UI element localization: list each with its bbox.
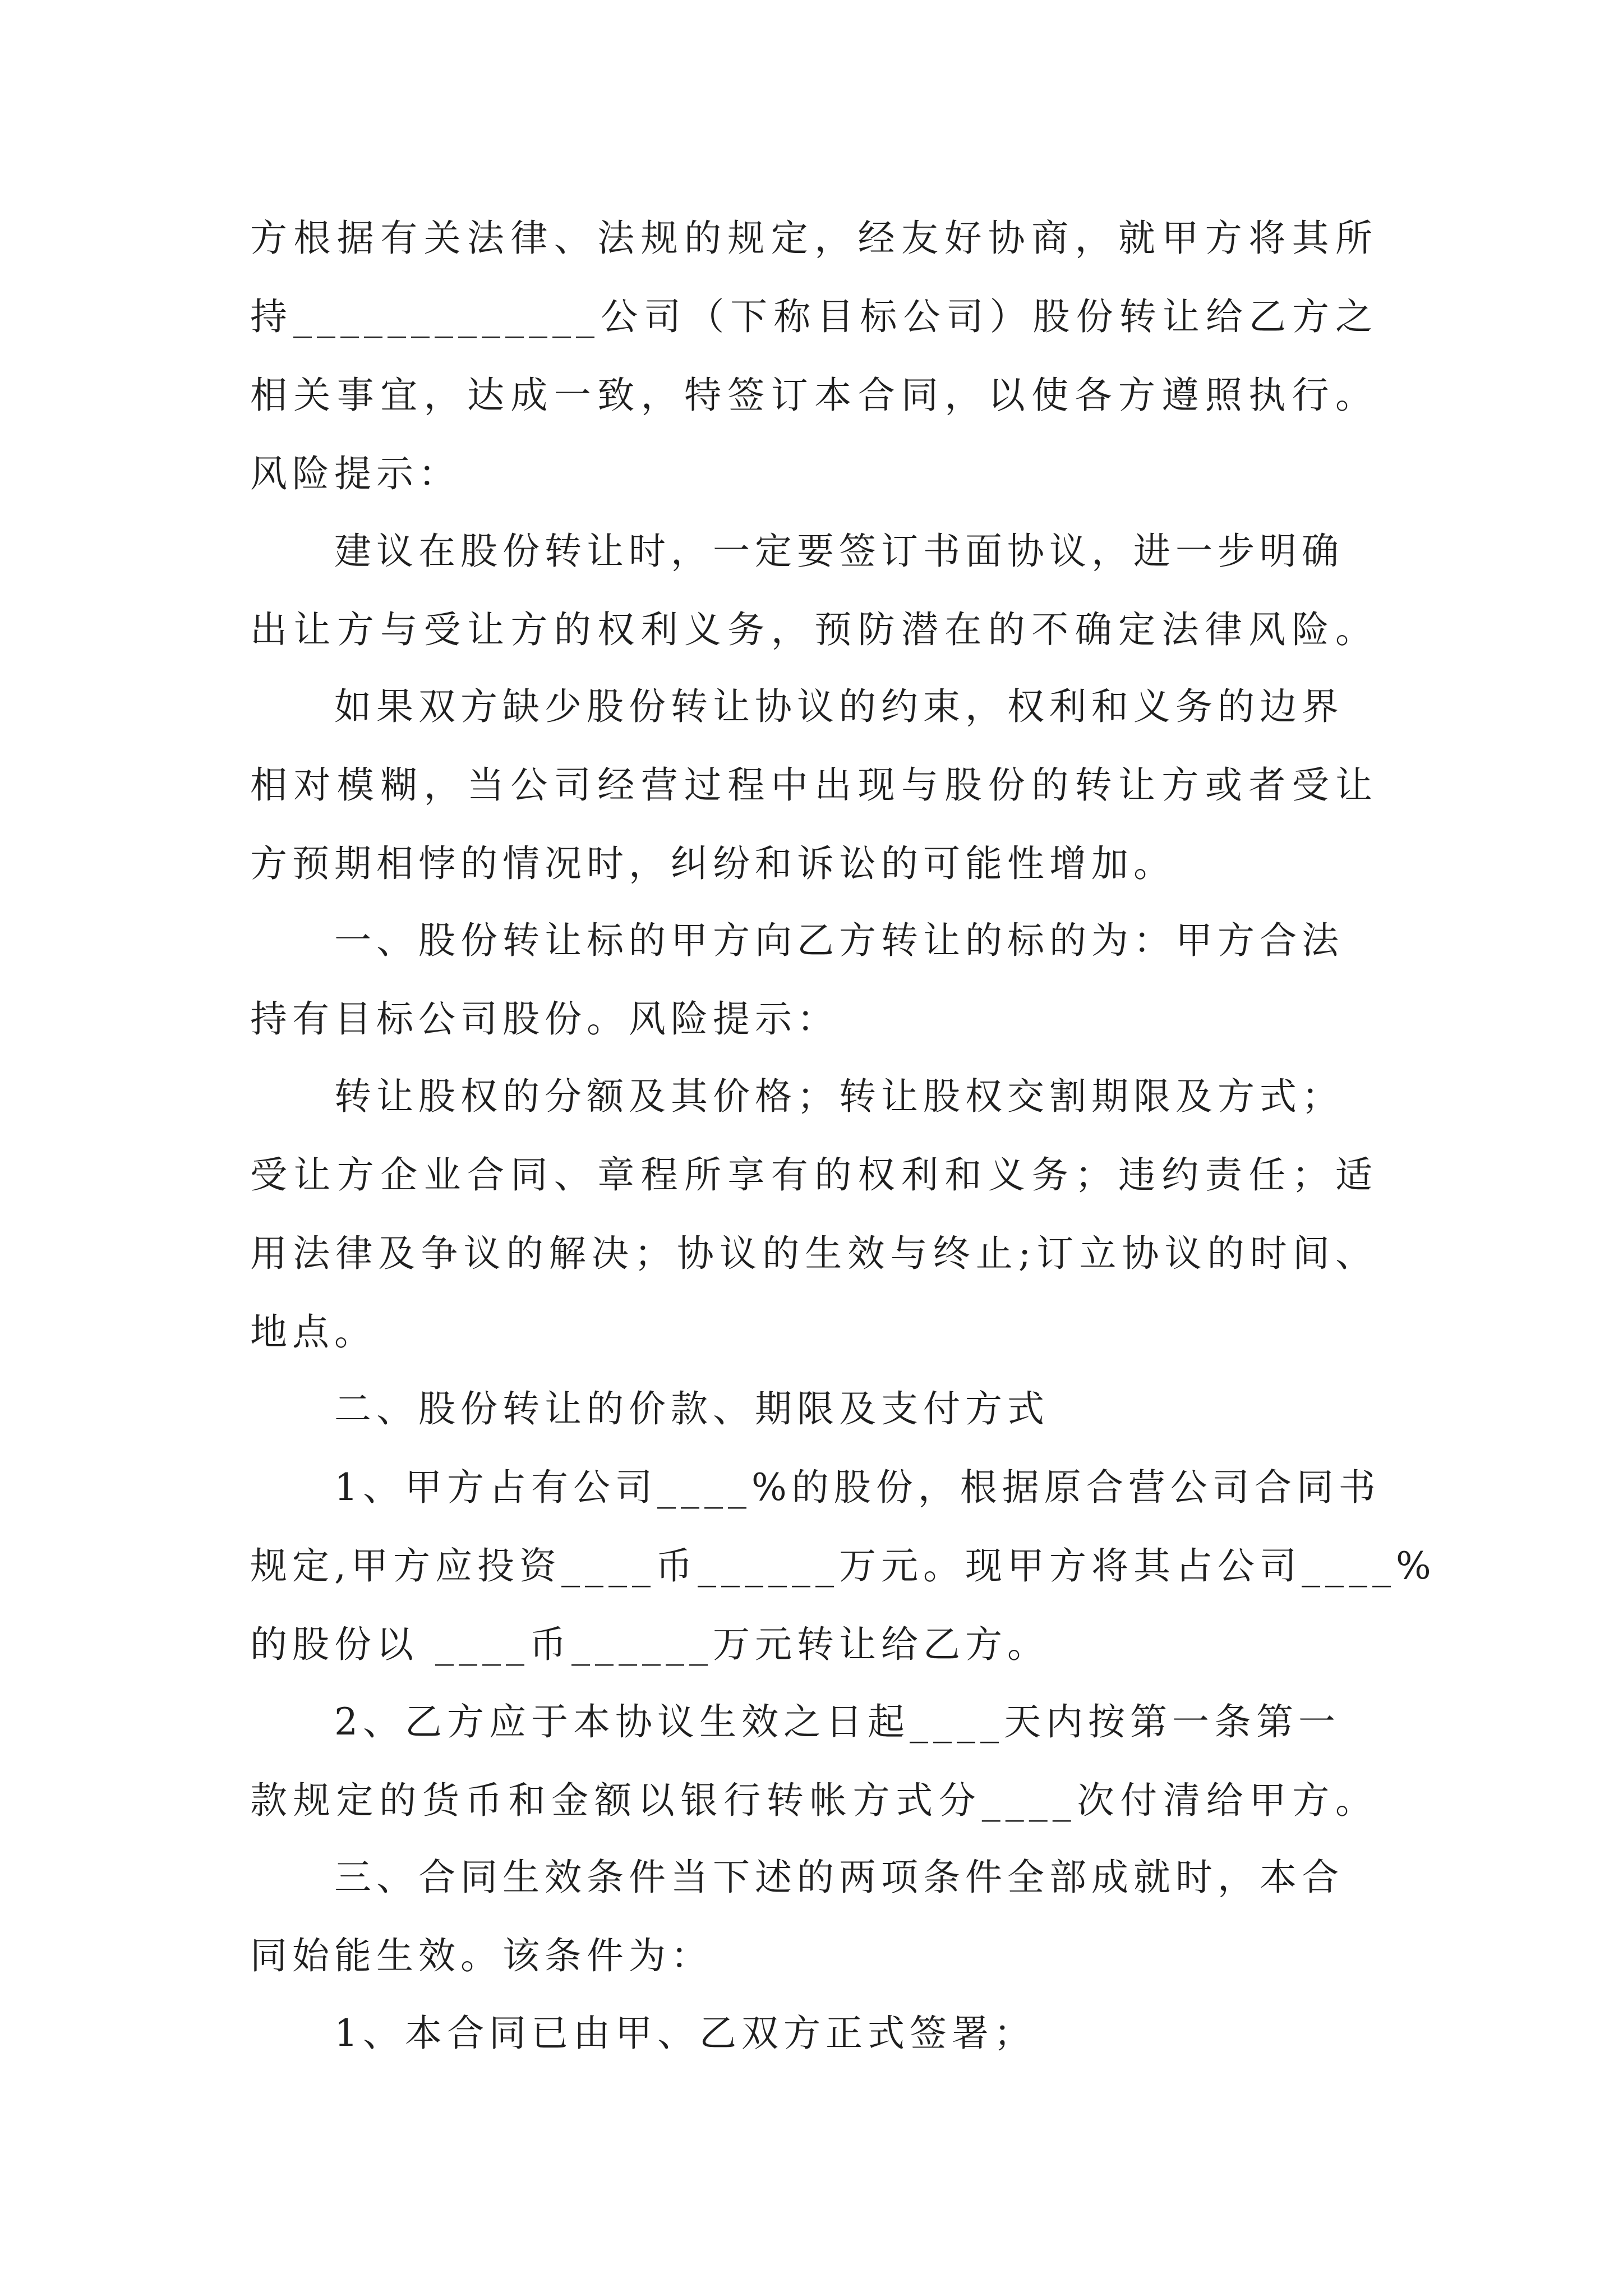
text-line-23: 同始能生效。该条件为： xyxy=(250,1934,713,1977)
text-line-24: 1、本合同已由甲、乙双方正式签署； xyxy=(334,2012,1036,2055)
text-line-20: 2、乙方应于本协议生效之日起____天内按第一条第一 xyxy=(334,1700,1340,1743)
text-line-13: 受让方企业合同、章程所享有的权利和义务；违约责任；适 xyxy=(250,1153,1377,1197)
text-line-3: 相关事宜，达成一致，特签订本合同，以使各方遵照执行。 xyxy=(250,374,1377,417)
text-line-17: 1、甲方占有公司____%的股份，根据原合营公司合同书 xyxy=(334,1466,1381,1509)
text-line-1: 方根据有关法律、法规的规定，经友好协商，就甲方将其所 xyxy=(250,217,1377,260)
text-line-14: 用法律及争议的解决；协议的生效与终止;订立协议的时间、 xyxy=(250,1232,1377,1275)
text-line-18: 规定,甲方应投资____币______万元。现甲方将其占公司____% xyxy=(250,1544,1436,1588)
text-line-6: 出让方与受让方的权利义务，预防潜在的不确定法律风险。 xyxy=(250,608,1377,651)
text-line-19: 的股份以 ____币______万元转让给乙方。 xyxy=(250,1623,1049,1666)
text-line-5: 建议在股份转让时，一定要签订书面协议，进一步明确 xyxy=(334,530,1344,573)
text-line-8: 相对模糊，当公司经营过程中出现与股份的转让方或者受让 xyxy=(250,763,1377,807)
text-line-2: 持_____________公司（下称目标公司）股份转让给乙方之 xyxy=(250,295,1377,338)
text-line-11: 持有目标公司股份。风险提示： xyxy=(250,997,839,1041)
text-line-9: 方预期相悖的情况时，纠纷和诉讼的可能性增加。 xyxy=(250,842,1175,885)
text-line-21: 款规定的货币和金额以银行转帐方式分____次付清给甲方。 xyxy=(250,1779,1377,1822)
text-line-22: 三、合同生效条件当下述的两项条件全部成就时，本合 xyxy=(334,1856,1344,1899)
text-line-4: 风险提示： xyxy=(250,452,460,495)
text-line-12: 转让股权的分额及其价格；转让股权交割期限及方式； xyxy=(334,1075,1344,1118)
text-line-10: 一、股份转让标的甲方向乙方转让的标的为：甲方合法 xyxy=(334,919,1344,962)
text-line-15: 地点。 xyxy=(250,1310,376,1354)
text-line-16: 二、股份转让的价款、期限及支付方式 xyxy=(334,1387,1049,1430)
text-line-7: 如果双方缺少股份转让协议的约束，权利和义务的边界 xyxy=(334,685,1344,728)
